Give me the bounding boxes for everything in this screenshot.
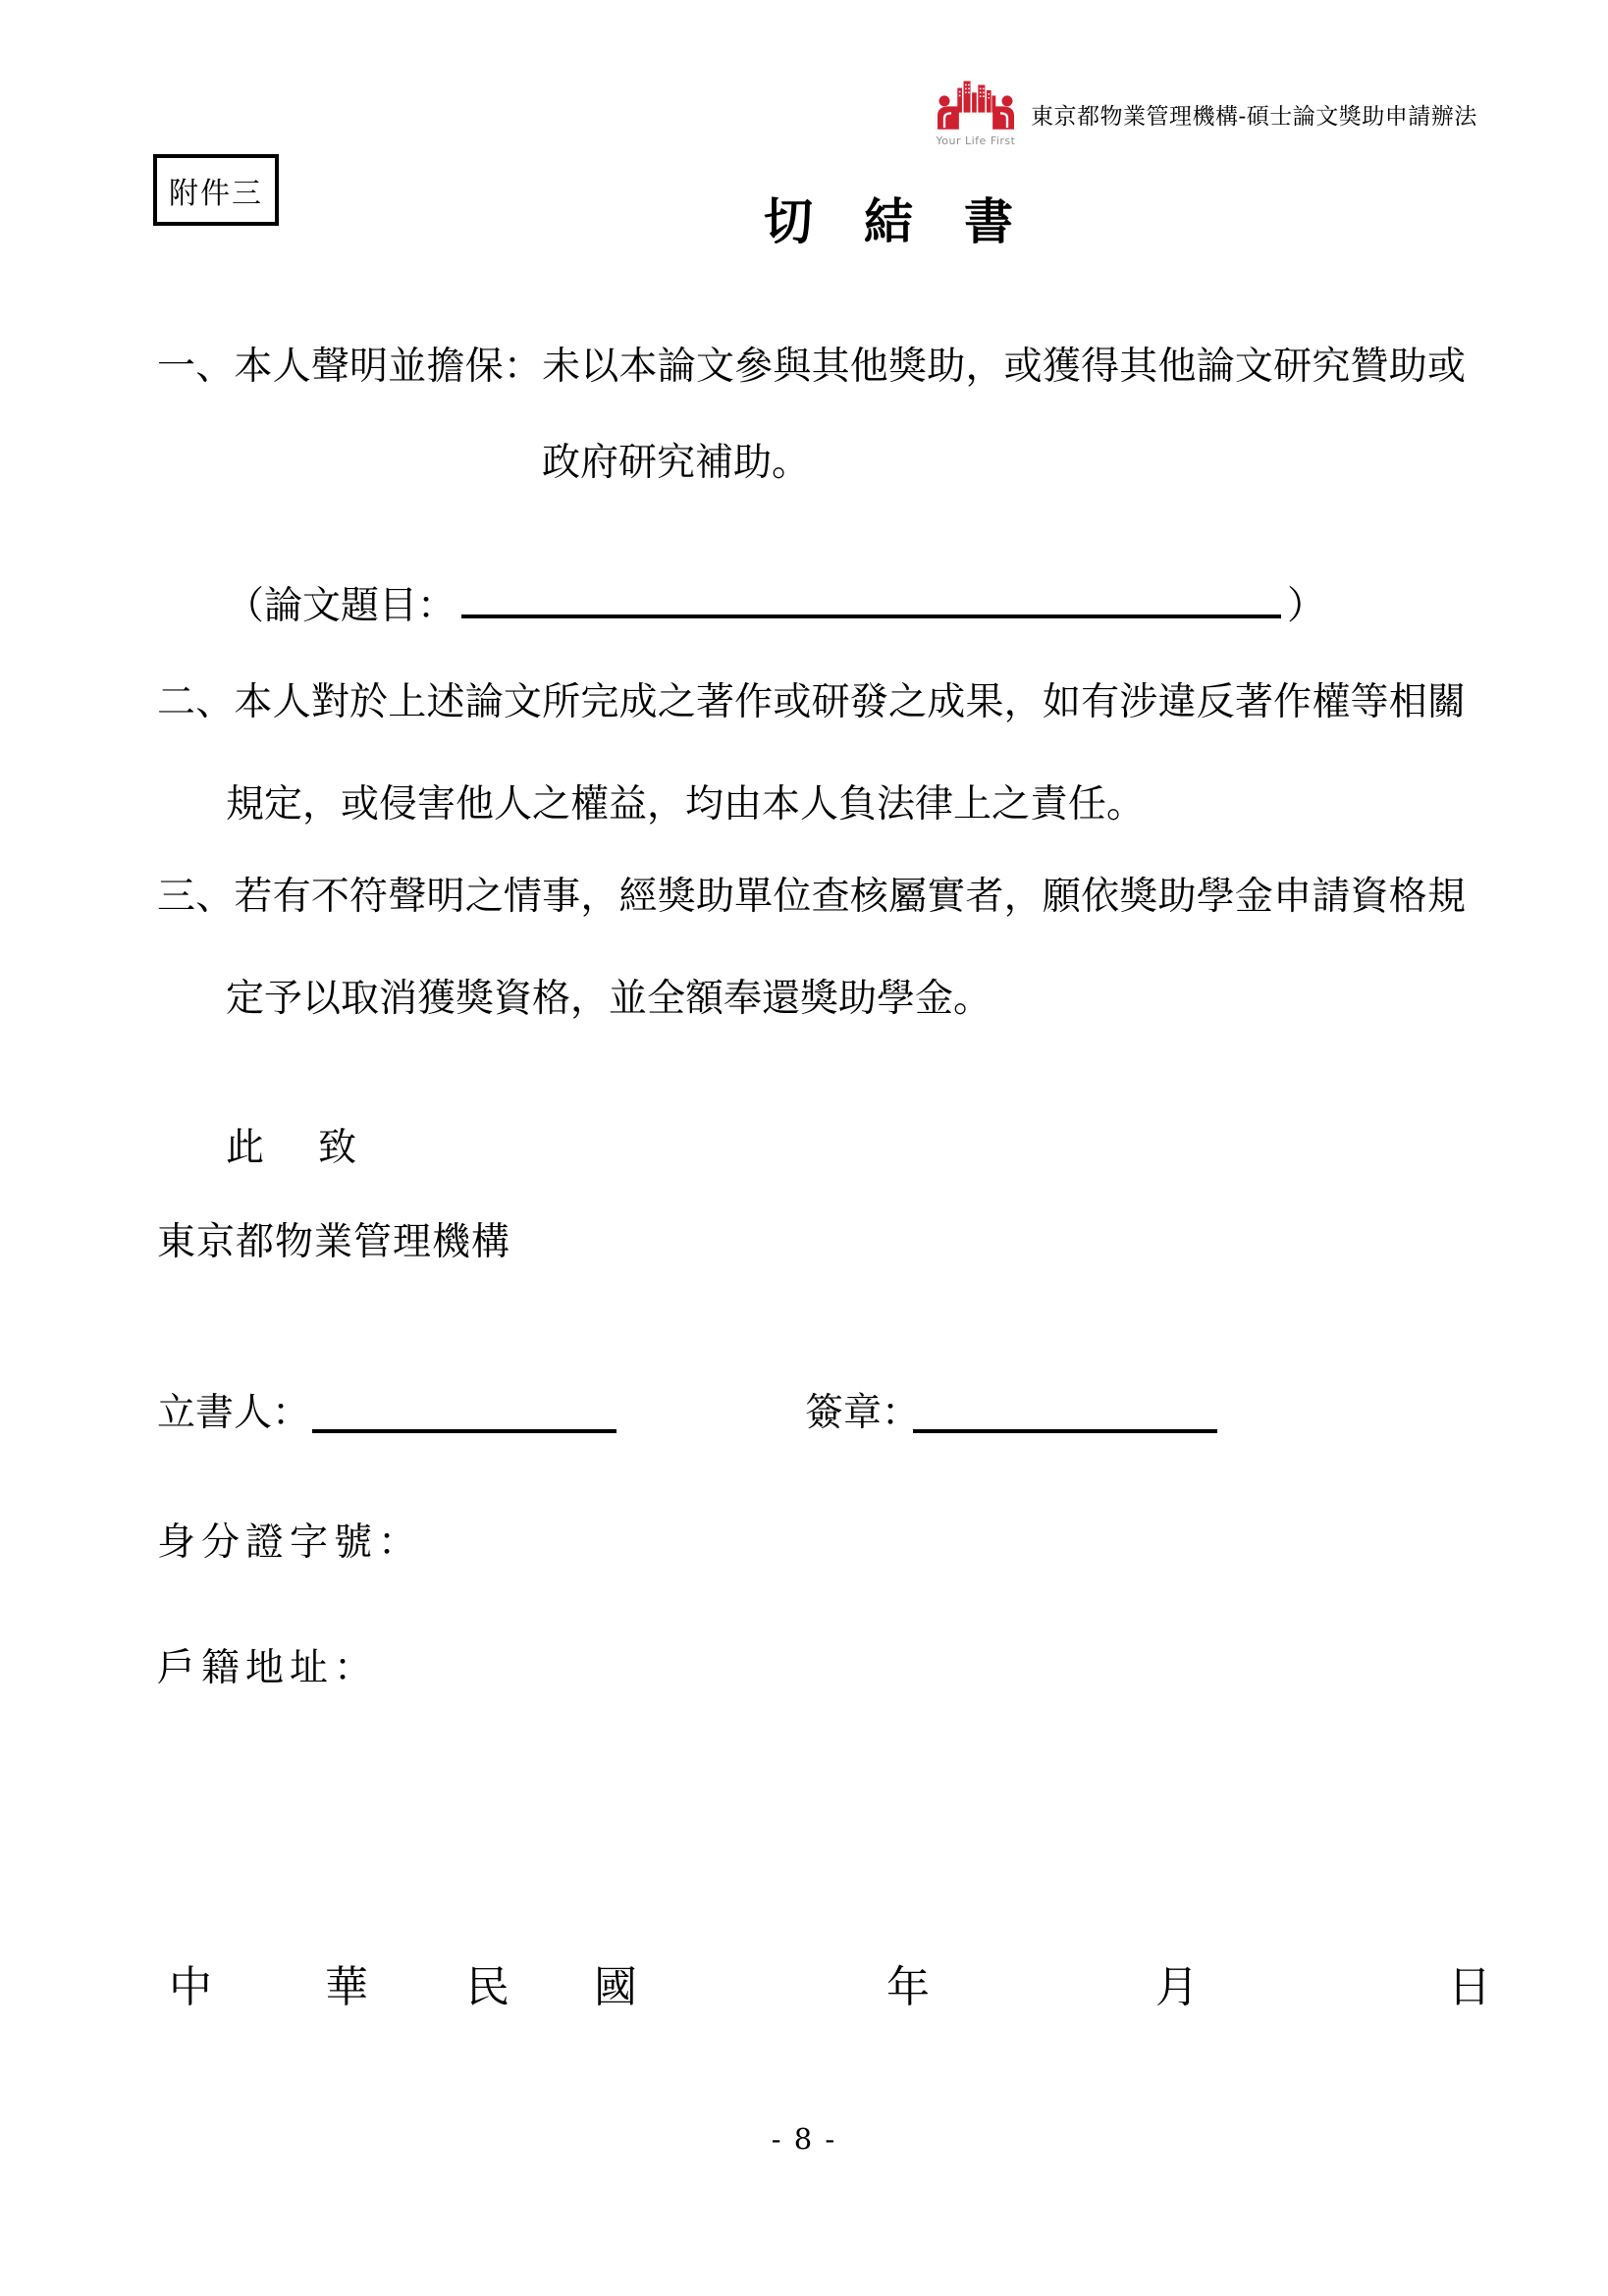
year-label: 年 xyxy=(886,1962,930,2012)
thesis-title-prefix: （論文題目： xyxy=(226,584,456,628)
org-logo xyxy=(936,79,1016,147)
header-doc-ref: 東京都物業管理機構-碩士論文獎助申請辦法 xyxy=(1031,104,1477,130)
date-char-min: 民 xyxy=(466,1962,509,2012)
declarant-signature-field xyxy=(312,1384,616,1433)
day-label: 日 xyxy=(1448,1962,1491,2012)
attachment-label: 附件三 xyxy=(169,176,263,211)
date-char-hua: 華 xyxy=(325,1962,368,2012)
clause-2-line-1: 二、本人對於上述論文所完成之著作或研發之成果，如有涉違反著作權等相關 xyxy=(157,680,1466,724)
id-number-label: 身分證字號： xyxy=(157,1521,423,1565)
salutation: 此 致 xyxy=(226,1126,365,1170)
page-title: 切 結 書 xyxy=(764,192,1014,250)
buildings-icon xyxy=(957,81,995,113)
clause-3-line-1: 三、若有不符聲明之情事，經獎助單位查核屬實者，願依獎助學金申請資格規 xyxy=(157,875,1466,919)
seal-signature-field xyxy=(913,1384,1217,1433)
addressee-org: 東京都物業管理機構 xyxy=(157,1220,511,1264)
month-label: 月 xyxy=(1155,1962,1199,2012)
declarant-label: 立書人： xyxy=(157,1391,311,1435)
date-char-zhong: 中 xyxy=(169,1962,212,2012)
clause-2-line-2: 規定，或侵害他人之權益，均由本人負法律上之責任。 xyxy=(226,782,1146,827)
logo-caption: Your Life First xyxy=(936,134,1016,147)
thesis-title-blank-field xyxy=(461,575,1281,618)
clause-1-line-2: 政府研究補助。 xyxy=(542,441,811,485)
date-line xyxy=(169,1951,1491,2014)
attachment-box xyxy=(153,154,279,226)
clause-1-line-1: 一、本人聲明並擔保：未以本論文參與其他獎助，或獲得其他論文研究贊助或 xyxy=(157,345,1466,389)
thesis-title-suffix: ） xyxy=(1287,584,1326,628)
seal-label: 簽章： xyxy=(805,1391,921,1435)
date-char-guo: 國 xyxy=(594,1962,637,2012)
registered-address-label: 戶籍地址： xyxy=(157,1646,379,1690)
thesis-title-row xyxy=(226,575,1325,630)
clause-3-line-2: 定予以取消獲獎資格，並全額奉還獎助學金。 xyxy=(226,977,992,1021)
logo-icon xyxy=(938,79,1014,130)
page-number: - 8 - xyxy=(771,2122,837,2156)
